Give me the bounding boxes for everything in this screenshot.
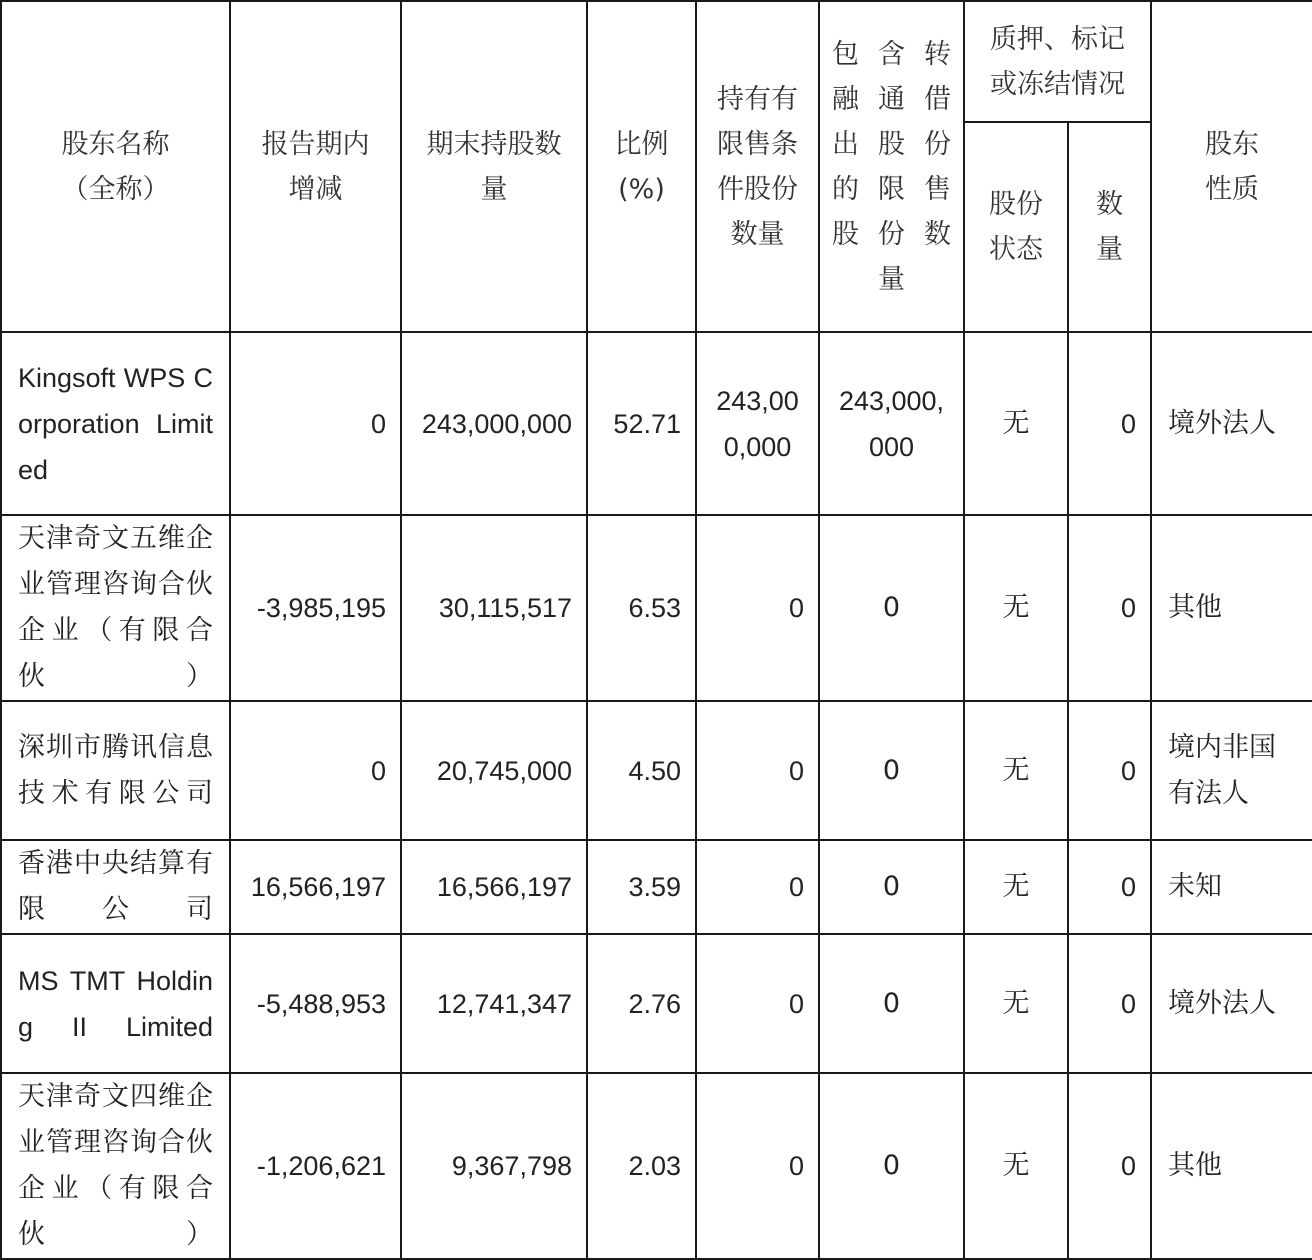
table-row [1, 934, 1312, 1073]
cell-ratio: 3.59 [587, 840, 696, 934]
header-pledge-line2: 或冻结情况 [990, 68, 1125, 100]
cell-nature: 其他 [1151, 515, 1312, 701]
cell-name: 深圳市腾讯信息技术有限公司 [1, 701, 230, 840]
cell-ratio: 2.76 [587, 934, 696, 1073]
header-name-line1: 股东名称 [61, 128, 170, 160]
header-restricted-shares [696, 1, 819, 332]
cell-status: 无 [964, 1073, 1068, 1259]
cell-lent: 0 [819, 840, 964, 934]
cell-status: 无 [964, 515, 1068, 701]
cell-restricted: 243,000,000 [696, 332, 819, 515]
cell-qty: 0 [1068, 332, 1151, 515]
cell-change: 0 [230, 701, 401, 840]
header-name-line2: （全称） [61, 173, 170, 205]
header-nature-line2: 性质 [1205, 173, 1259, 205]
header-pledge-quantity [1068, 122, 1151, 332]
cell-lent: 243,000,000 [819, 332, 964, 515]
cell-holding: 9,367,798 [401, 1073, 587, 1259]
header-change-line1: 报告期内 [261, 128, 370, 160]
cell-holding: 243,000,000 [401, 332, 587, 515]
cell-nature: 境外法人 [1151, 934, 1312, 1073]
cell-restricted: 0 [696, 515, 819, 701]
cell-qty: 0 [1068, 934, 1151, 1073]
header-shareholder-nature [1151, 1, 1312, 332]
cell-holding: 30,115,517 [401, 515, 587, 701]
cell-restricted: 0 [696, 1073, 819, 1259]
cell-qty: 0 [1068, 840, 1151, 934]
header-change-line2: 增减 [288, 173, 343, 205]
header-lent-line5: 股份数 [832, 218, 951, 250]
cell-status: 无 [964, 701, 1068, 840]
header-qty-line2: 量 [1096, 234, 1123, 265]
header-ratio-line1: 比例 [614, 128, 669, 160]
table-row [1, 840, 1312, 934]
cell-qty: 0 [1068, 701, 1151, 840]
cell-holding: 12,741,347 [401, 934, 587, 1073]
cell-status: 无 [964, 332, 1068, 515]
cell-ratio: 6.53 [587, 515, 696, 701]
cell-nature: 境内非国有法人 [1151, 701, 1312, 840]
header-restricted-line1: 持有有 [717, 83, 798, 115]
cell-nature: 未知 [1151, 840, 1312, 934]
header-share-status [964, 122, 1068, 332]
header-lent-line2: 融通借 [832, 83, 951, 115]
header-status-line1: 股份 [989, 189, 1043, 220]
header-lent-restricted-shares [819, 1, 964, 332]
cell-ratio: 4.50 [587, 701, 696, 840]
header-holding-line1: 期末持股数 [426, 128, 562, 160]
cell-holding: 20,745,000 [401, 701, 587, 840]
header-pledge-line1: 质押、标记 [990, 23, 1125, 55]
cell-qty: 0 [1068, 515, 1151, 701]
cell-restricted: 0 [696, 840, 819, 934]
header-lent-line1: 包含转 [832, 38, 951, 70]
header-lent-line6: 量 [878, 263, 905, 295]
table-row [1, 515, 1312, 701]
cell-restricted: 0 [696, 701, 819, 840]
cell-qty: 0 [1068, 1073, 1151, 1259]
cell-ratio: 2.03 [587, 1073, 696, 1259]
cell-change: 16,566,197 [230, 840, 401, 934]
header-restricted-line4: 数量 [730, 218, 785, 250]
cell-restricted: 0 [696, 934, 819, 1073]
table-row [1, 332, 1312, 515]
table-header [1, 1, 1312, 332]
cell-lent: 0 [819, 1073, 964, 1259]
cell-status: 无 [964, 840, 1068, 934]
cell-lent: 0 [819, 515, 964, 701]
cell-lent: 0 [819, 701, 964, 840]
header-holding-line2: 量 [480, 173, 508, 205]
cell-name: Kingsoft WPS Corporation Limited [1, 332, 230, 515]
header-qty-line1: 数 [1096, 189, 1123, 220]
table-body [1, 332, 1312, 1259]
cell-lent: 0 [819, 934, 964, 1073]
header-nature-line1: 股东 [1205, 128, 1259, 160]
header-restricted-line3: 件股份 [717, 173, 798, 205]
header-lent-line4: 的限售 [832, 173, 951, 205]
cell-name: MS TMT Holding II Limited [1, 934, 230, 1073]
cell-name: 香港中央结算有限公司 [1, 840, 230, 934]
cell-change: -3,985,195 [230, 515, 401, 701]
cell-nature: 境外法人 [1151, 332, 1312, 515]
cell-change: -1,206,621 [230, 1073, 401, 1259]
cell-name: 天津奇文五维企业管理咨询合伙企业（有限合伙） [1, 515, 230, 701]
table-row [1, 701, 1312, 840]
cell-status: 无 [964, 934, 1068, 1073]
header-restricted-line2: 限售条 [717, 128, 798, 160]
cell-ratio: 52.71 [587, 332, 696, 515]
cell-change: -5,488,953 [230, 934, 401, 1073]
header-lent-line3: 出股份 [832, 128, 951, 160]
cell-name: 天津奇文四维企业管理咨询合伙企业（有限合伙） [1, 1073, 230, 1259]
table-row [1, 1073, 1312, 1259]
cell-holding: 16,566,197 [401, 840, 587, 934]
cell-nature: 其他 [1151, 1073, 1312, 1259]
header-shareholder-name [1, 1, 230, 332]
cell-change: 0 [230, 332, 401, 515]
header-ratio [587, 1, 696, 332]
header-pledge-group [964, 1, 1151, 122]
header-ratio-line2: (%) [618, 173, 665, 205]
header-period-change [230, 1, 401, 332]
header-period-end-holding [401, 1, 587, 332]
header-status-line2: 状态 [989, 234, 1043, 265]
